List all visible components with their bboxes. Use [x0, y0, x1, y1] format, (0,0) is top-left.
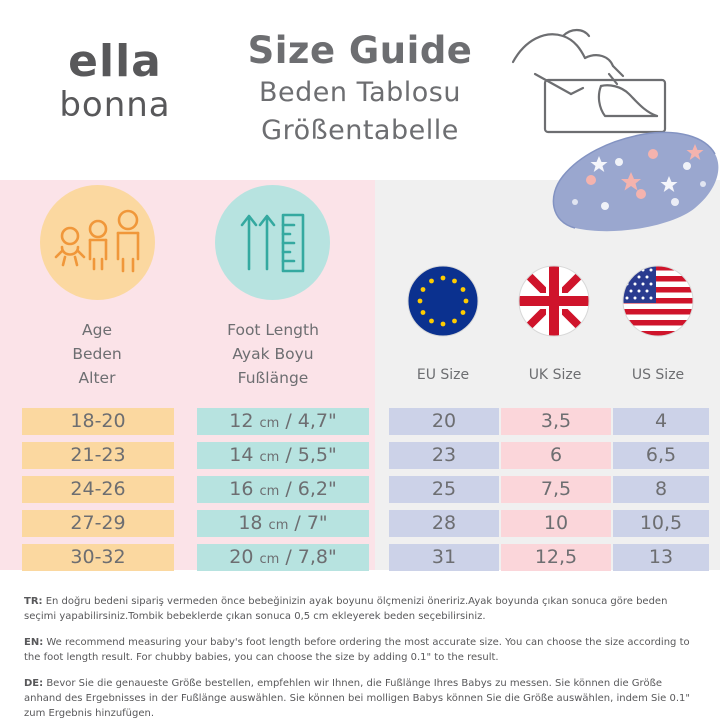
note-de-text: Bevor Sie die genaueste Größe bestellen, empfehlen wir Ihnen, die Fußlänge Ihres Babys zu messen. Sie können die Größe anhand des Ergebnisses in der Fußlänge auswählen. Sie können bei molligen Babys können Sie die Größe auswählen, indem Sie 0.1" zum Ergebnis hinzufügen.	[24, 678, 690, 719]
foot-inch-value: / 7"	[294, 512, 328, 534]
brand-logo	[30, 36, 200, 125]
foot-header-tr: Ayak Boyu	[232, 345, 314, 364]
family-growth-icon	[40, 185, 155, 300]
note-tr-code: TR:	[24, 596, 43, 607]
foot-inch-value: / 7,8"	[285, 546, 337, 568]
table-cell-foot	[197, 544, 369, 571]
age-icon-circle	[40, 185, 155, 300]
table-cell-eu: 23	[389, 442, 499, 469]
table-cell-eu: 20	[389, 408, 499, 435]
note-en-text: We recommend measuring your baby's foot length before ordering the most accurate size. You can choose the size according to the foot length result. For chubby babies, you can choose the size by adding 0.1" to the result.	[24, 637, 690, 663]
ruler-arrows-icon	[215, 185, 330, 300]
age-column-header	[22, 318, 172, 390]
note-en	[24, 635, 700, 665]
note-de	[24, 676, 700, 720]
foot-cm-value: 12	[229, 410, 254, 432]
foot-unit: cm	[259, 450, 280, 465]
brand-logo-line2: bonna	[59, 85, 171, 125]
eu-flag	[407, 265, 479, 337]
note-tr	[24, 594, 700, 624]
table-cell-eu: 25	[389, 476, 499, 503]
foot-cm-value: 16	[229, 478, 254, 500]
table-cell-age: 24-26	[22, 476, 174, 503]
table-cell-foot	[197, 408, 369, 435]
brand-logo-line1: ella	[68, 36, 162, 87]
foot-unit: cm	[259, 552, 280, 567]
table-cell-us: 4	[613, 408, 709, 435]
age-header-de: Alter	[78, 369, 116, 388]
age-header-en: Age	[82, 321, 112, 339]
us-flag	[622, 265, 694, 337]
table-cell-us: 10,5	[613, 510, 709, 537]
page-subtitle-de: Größentabelle	[261, 114, 459, 146]
table-cell-uk: 10	[501, 510, 611, 537]
table-cell-us: 13	[613, 544, 709, 571]
table-cell-uk: 6	[501, 442, 611, 469]
age-header-tr: Beden	[72, 345, 122, 364]
uk-flag	[518, 265, 590, 337]
table-cell-uk: 3,5	[501, 408, 611, 435]
foot-cm-value: 20	[229, 546, 254, 568]
table-cell-age: 27-29	[22, 510, 174, 537]
foot-header-de: Fußlänge	[237, 369, 309, 388]
foot-inch-value: / 6,2"	[285, 478, 337, 500]
foot-header-en: Foot Length	[227, 321, 319, 339]
page-title-block	[215, 30, 505, 149]
foot-unit: cm	[259, 416, 280, 431]
table-cell-eu: 31	[389, 544, 499, 571]
table-cell-eu: 28	[389, 510, 499, 537]
foot-cm-value: 18	[238, 512, 263, 534]
table-cell-foot	[197, 442, 369, 469]
foot-inch-value: / 5,5"	[285, 444, 337, 466]
note-en-code: EN:	[24, 637, 44, 648]
foot-unit: cm	[268, 518, 289, 533]
foot-length-icon-circle	[215, 185, 330, 300]
table-cell-age: 18-20	[22, 408, 174, 435]
table-cell-us: 8	[613, 476, 709, 503]
table-cell-age: 21-23	[22, 442, 174, 469]
foot-cm-value: 14	[229, 444, 254, 466]
table-cell-age: 30-32	[22, 544, 174, 571]
note-tr-text: En doğru bedeni sipariş vermeden önce bebeğinizin ayak boyunu ölçmenizi öneririz.Ayak boyunda çıkan sonuca göre beden seçimi yapabilirsiniz.Tombik bebeklerde çıkan sonuca 0,5 cm ekleyerek beden seçebilirsiniz.	[24, 596, 668, 622]
table-cell-us: 6,5	[613, 442, 709, 469]
footer-notes	[24, 594, 700, 720]
page-subtitle-tr: Beden Tablosu	[259, 76, 461, 108]
table-cell-foot	[197, 510, 369, 537]
uk-column-header: UK Size	[528, 367, 582, 383]
foot-unit: cm	[259, 484, 280, 499]
foot-inch-value: / 4,7"	[285, 410, 337, 432]
eu-column-header: EU Size	[416, 367, 470, 383]
page-title: Size Guide	[247, 29, 473, 72]
table-cell-uk: 12,5	[501, 544, 611, 571]
us-column-header: US Size	[631, 367, 685, 383]
note-de-code: DE:	[24, 678, 44, 689]
baby-shoe-icon	[545, 110, 720, 240]
table-cell-uk: 7,5	[501, 476, 611, 503]
table-cell-foot	[197, 476, 369, 503]
foot-column-header	[197, 318, 349, 390]
